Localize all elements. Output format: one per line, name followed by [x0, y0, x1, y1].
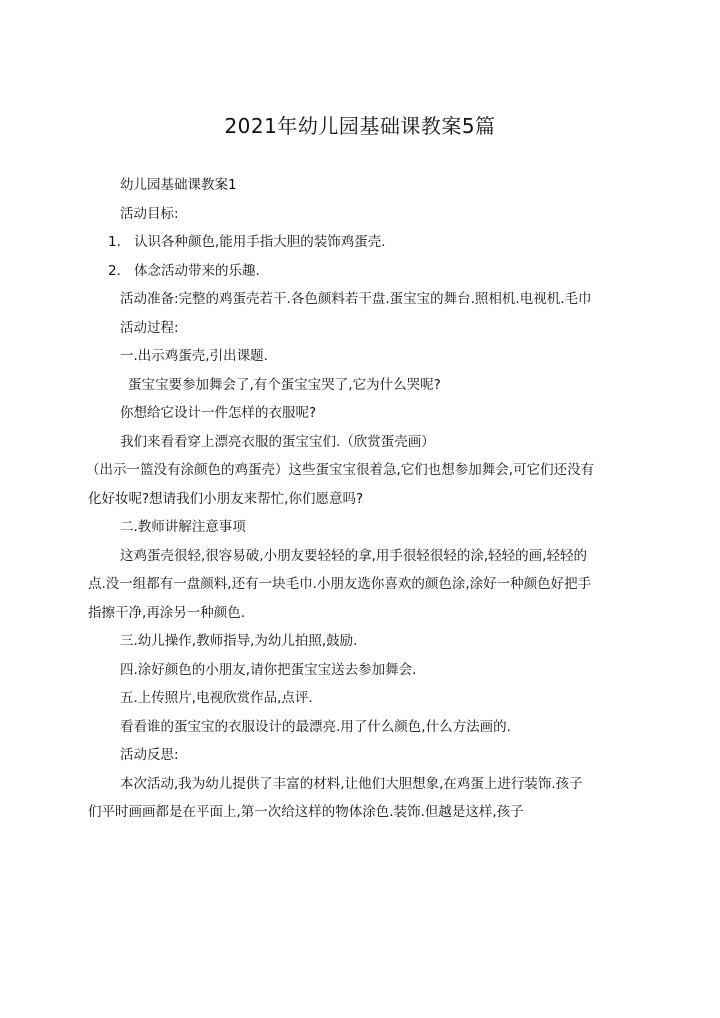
- paragraph: 我们来看看穿上漂亮衣服的蛋宝宝们.（欣赏蛋壳画）: [120, 433, 435, 450]
- section-reflection-heading: 活动反思:: [120, 747, 179, 763]
- paragraph: 本次活动,我为幼儿提供了丰富的材料,让他们大胆想象,在鸡蛋上进行装饰.孩子们平时画画都是在平面上,第一次给这样的物体涂色.装饰.但越是这样,孩子: [88, 775, 583, 820]
- goal-text: 体念活动带来的乐趣.: [134, 262, 260, 279]
- paragraph: 你想给它设计一件怎样的衣服呢?: [120, 405, 317, 421]
- step-2-heading: 二.教师讲解注意事项: [120, 519, 246, 535]
- paragraph: 这鸡蛋壳很轻,很容易破,小朋友要轻轻的拿,用手很轻很轻的涂,轻轻的画,轻轻的点.没一组都有一盘颜料,还有一块毛巾.小朋友选你喜欢的颜色涂,涂好一种颜色好把手指擦干净,再涂另一种颜色.: [88, 547, 592, 621]
- preparation-paragraph: 活动准备:完整的鸡蛋壳若干.各色颜料若干盘.蛋宝宝的舞台.照相机.电视机.毛巾: [120, 291, 592, 307]
- paragraph: 看看谁的蛋宝宝的衣服设计的最漂亮.用了什么颜色,什么方法画的.: [120, 718, 511, 735]
- goal-item-1: [88, 228, 596, 257]
- section-process-heading: 活动过程:: [120, 319, 179, 336]
- paragraph: 蛋宝宝要参加舞会了,有个蛋宝宝哭了,它为什么哭呢?: [128, 376, 441, 393]
- goal-number: 1.: [108, 234, 121, 250]
- goal-text: 认识各种颜色,能用手指大胆的装饰鸡蛋壳.: [134, 234, 386, 250]
- goal-number: 2.: [108, 262, 121, 279]
- section-goals-heading: 活动目标:: [120, 205, 179, 222]
- step-1-heading: 一.出示鸡蛋壳,引出课题.: [120, 348, 268, 364]
- document-title: 2021年幼儿园基础课教案5篇: [224, 114, 496, 138]
- goal-item-2: [88, 257, 596, 286]
- lesson-heading: 幼儿园基础课教案1: [120, 177, 237, 193]
- step-3-heading: 三.幼儿操作,教师指导,为幼儿拍照,鼓励.: [120, 633, 358, 649]
- step-5-heading: 五.上传照片,电视欣赏作品,点评.: [120, 690, 313, 706]
- paragraph: （出示一篮没有涂颜色的鸡蛋壳）这些蛋宝宝很着急,它们也想参加舞会,可它们还没有化好妆呢?想请我们小朋友来帮忙,你们愿意吗?: [86, 462, 595, 507]
- document-body: [88, 171, 596, 827]
- step-4-heading: 四.涂好颜色的小朋友,请你把蛋宝宝送去参加舞会.: [120, 661, 417, 678]
